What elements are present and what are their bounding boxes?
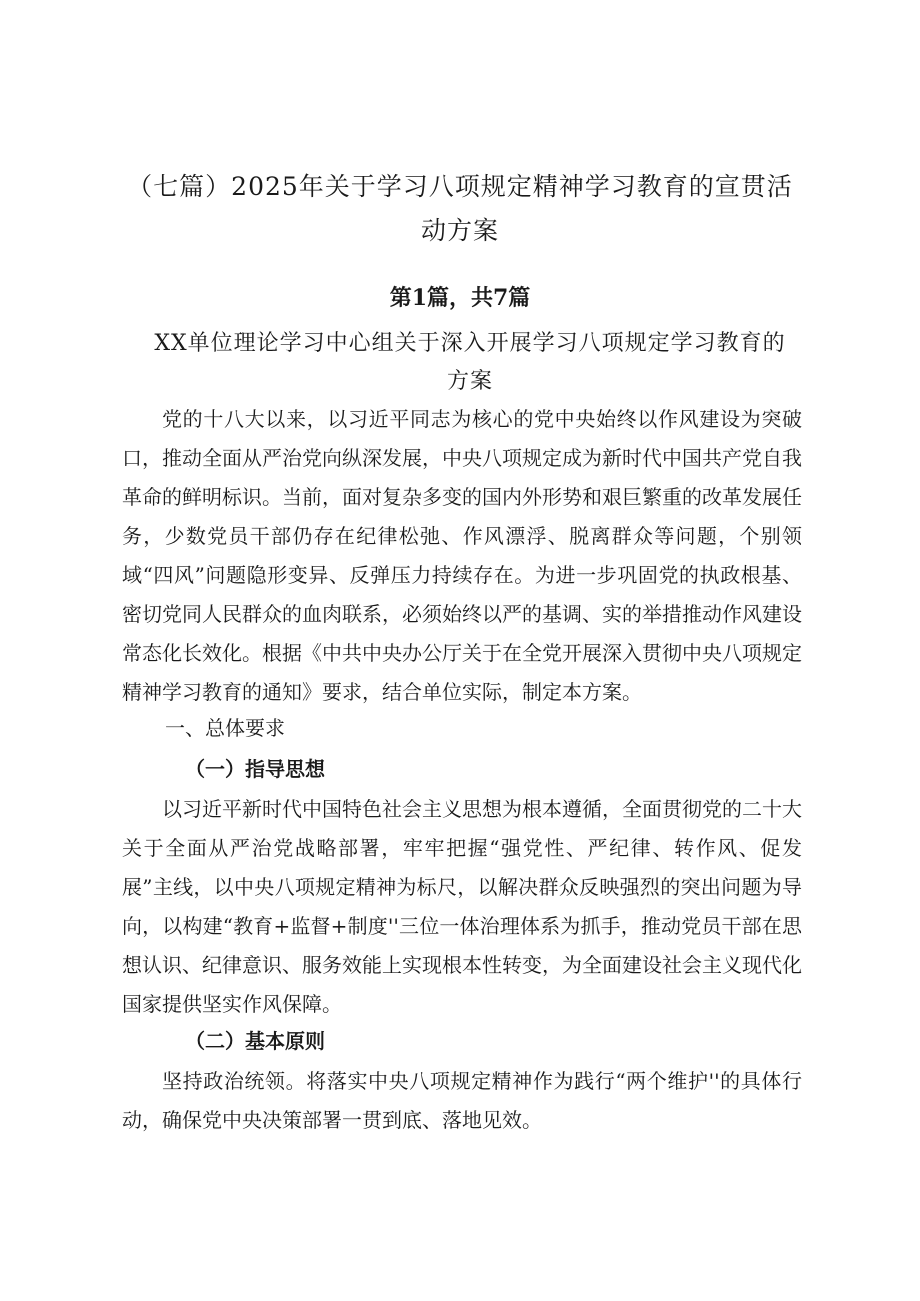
part-label: 第1篇，共7篇 (389, 285, 531, 311)
section-heading-general-requirements: 一、总体要求 (165, 716, 285, 740)
plan-subtitle: XX单位理论学习中心组关于深入开展学习八项规定学习教育的方案 (154, 331, 786, 394)
subsection-heading-basic-principles: （二）基本原则 (185, 1029, 325, 1053)
document-title: （七篇）2025年关于学习八项规定精神学习教育的宣贯活动方案 (127, 172, 793, 245)
subsection-heading-guiding-ideology: （一）指导思想 (185, 757, 325, 781)
guiding-ideology-paragraph: 以习近平新时代中国特色社会主义思想为根本遵循，全面贯彻党的二十大关于全面从严治党战略部署，牢牢把握“强党性、严纪律、转作风、促发展”主线，以中央八项规定精神为标尺，以解决群众反映强烈的突出问题为导向，以构建“教育+监督+制度''三位一体治理体系为抓手，推动党员干部在思想认识、纪律意识、服务效能上实现根本性转变，为全面建设社会主义现代化国家提供坚实作风保障。 (122, 797, 802, 1016)
intro-paragraph: 党的十八大以来，以习近平同志为核心的党中央始终以作风建设为突破口，推动全面从严治党向纵深发展，中央八项规定成为新时代中国共产党自我革命的鲜明标识。当前，面对复杂多变的国内外形势和艰巨繁重的改革发展任务，少数党员干部仍存在纪律松弛、作风漂浮、脱离群众等问题，个别领域“四风”问题隐形变异、反弹压力持续存在。为进一步巩固党的执政根基、密切党同人民群众的血肉联系，必须始终以严的基调、实的举措推动作风建设常态化长效化。根据《中共中央办公厅关于在全党开展深入贯彻中央八项规定精神学习教育的通知》要求，结合单位实际，制定本方案。 (122, 407, 802, 704)
principle-paragraph: 坚持政治统领。将落实中央八项规定精神作为践行“两个维护''的具体行动，确保党中央决策部署一贯到底、落地见效。 (122, 1069, 802, 1132)
